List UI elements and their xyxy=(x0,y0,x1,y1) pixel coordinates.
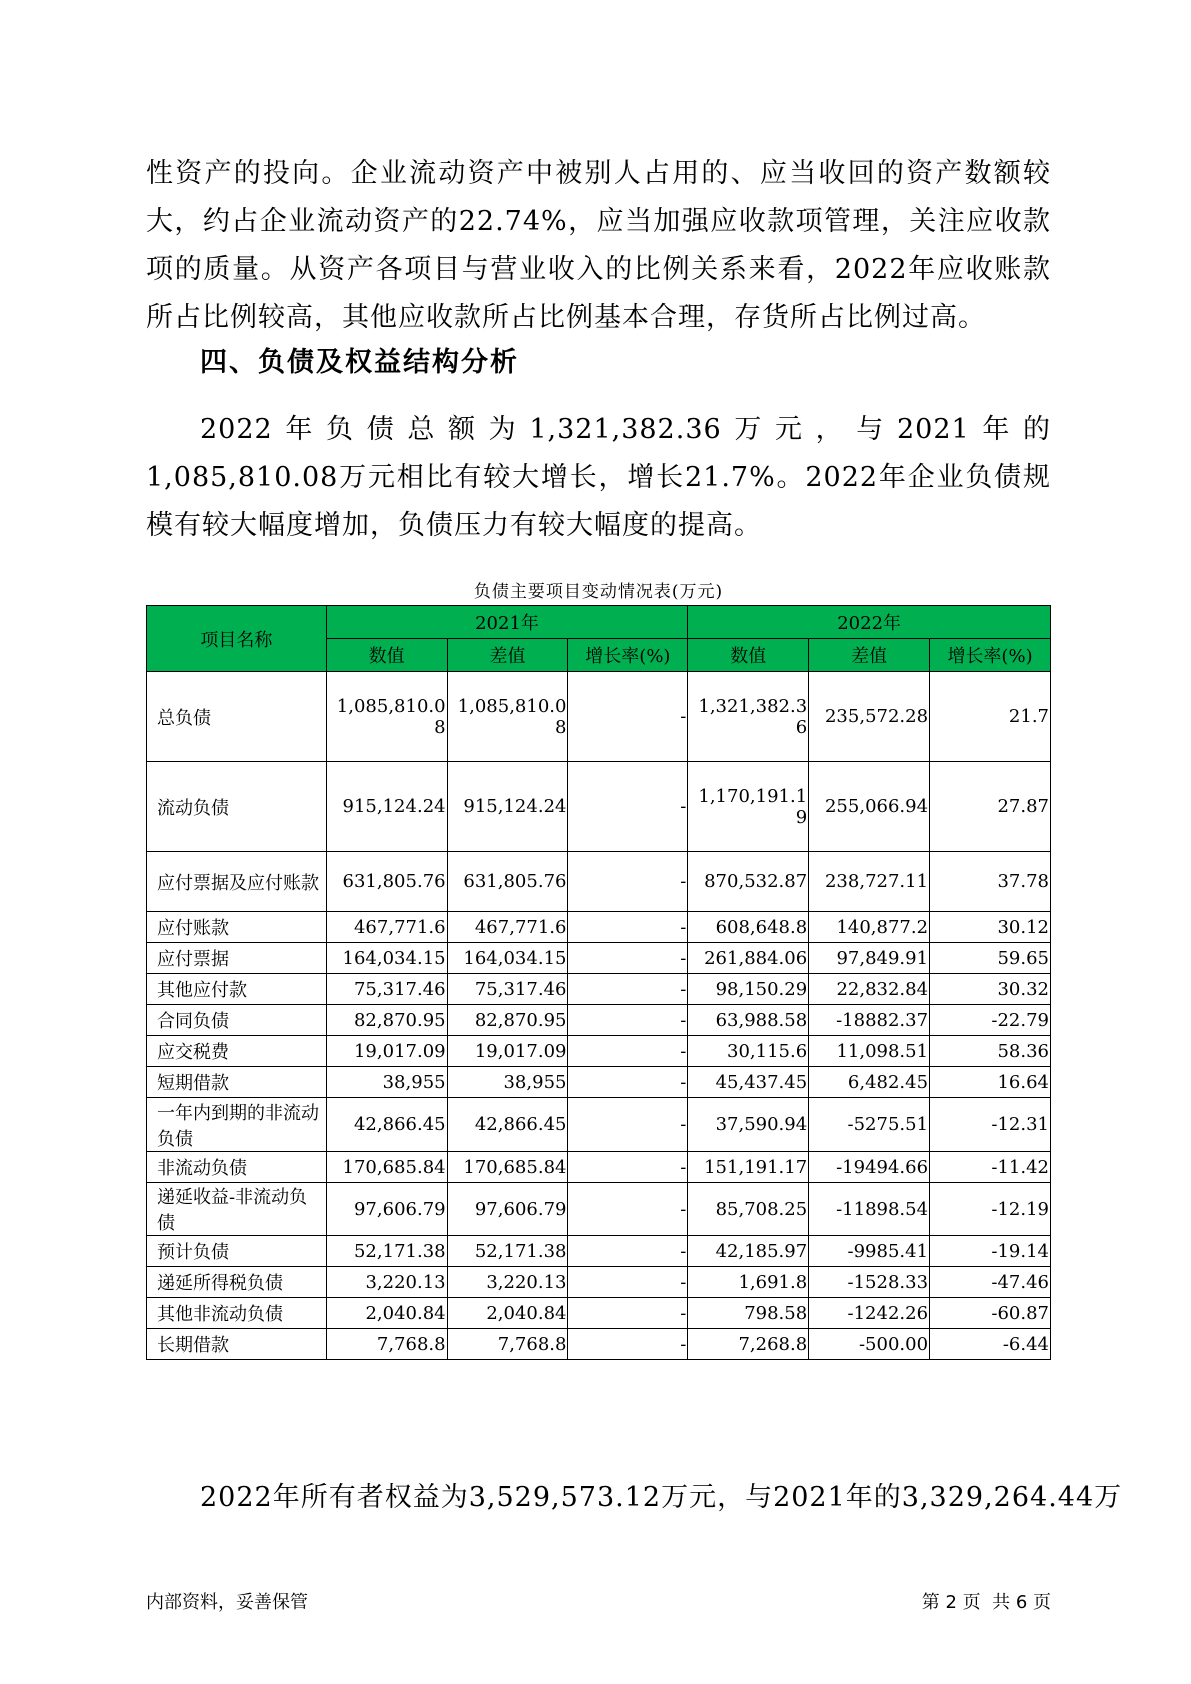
row-item-name: 预计负债 xyxy=(147,1236,327,1267)
row-cell-g2021: - xyxy=(568,1152,688,1183)
row-cell-v2021: 1,085,810.08 xyxy=(326,672,447,762)
row-cell-g2021: - xyxy=(568,762,688,852)
row-cell-v2022: 608,648.8 xyxy=(688,912,809,943)
header-growth-2021: 增长率(%) xyxy=(568,639,688,672)
table-row xyxy=(147,1267,1051,1298)
row-cell-d2022: -11898.54 xyxy=(809,1183,930,1236)
row-cell-g2021: - xyxy=(568,1329,688,1360)
row-cell-v2021: 52,171.38 xyxy=(326,1236,447,1267)
row-item-name: 短期借款 xyxy=(147,1067,327,1098)
row-cell-v2022: 37,590.94 xyxy=(688,1098,809,1152)
row-cell-g2021: - xyxy=(568,1098,688,1152)
row-cell-g2022: 27.87 xyxy=(930,762,1051,852)
row-cell-d2021: 3,220.13 xyxy=(447,1267,568,1298)
row-item-name: 长期借款 xyxy=(147,1329,327,1360)
row-cell-g2021: - xyxy=(568,1005,688,1036)
row-cell-d2021: 52,171.38 xyxy=(447,1236,568,1267)
table-row xyxy=(147,912,1051,943)
row-item-name: 总负债 xyxy=(147,672,327,762)
row-cell-g2022: -12.31 xyxy=(930,1098,1051,1152)
row-cell-g2021: - xyxy=(568,943,688,974)
row-cell-d2022: -1242.26 xyxy=(809,1298,930,1329)
liabilities-table xyxy=(146,605,1051,1360)
row-cell-d2021: 170,685.84 xyxy=(447,1152,568,1183)
header-diff-2022: 差值 xyxy=(809,639,930,672)
table-row xyxy=(147,1329,1051,1360)
row-cell-v2022: 30,115.6 xyxy=(688,1036,809,1067)
row-item-name: 递延收益-非流动负债 xyxy=(147,1183,327,1236)
row-cell-v2021: 97,606.79 xyxy=(326,1183,447,1236)
row-cell-g2022: 16.64 xyxy=(930,1067,1051,1098)
row-item-name: 应付票据及应付账款 xyxy=(147,852,327,912)
row-cell-g2022: 59.65 xyxy=(930,943,1051,974)
row-cell-v2022: 870,532.87 xyxy=(688,852,809,912)
row-cell-v2022: 85,708.25 xyxy=(688,1183,809,1236)
row-cell-d2022: 11,098.51 xyxy=(809,1036,930,1067)
row-item-name: 非流动负债 xyxy=(147,1152,327,1183)
row-cell-v2021: 19,017.09 xyxy=(326,1036,447,1067)
row-item-name: 应付账款 xyxy=(147,912,327,943)
table-row xyxy=(147,1183,1051,1236)
table-row xyxy=(147,852,1051,912)
row-cell-g2021: - xyxy=(568,974,688,1005)
row-cell-d2022: 97,849.91 xyxy=(809,943,930,974)
header-value-2021: 数值 xyxy=(326,639,447,672)
row-cell-g2022: -22.79 xyxy=(930,1005,1051,1036)
header-year-2022: 2022年 xyxy=(688,606,1051,639)
row-cell-g2021: - xyxy=(568,852,688,912)
table-row xyxy=(147,974,1051,1005)
table-body xyxy=(147,672,1051,1360)
row-cell-g2022: -6.44 xyxy=(930,1329,1051,1360)
header-item-name: 项目名称 xyxy=(147,606,327,672)
row-cell-v2022: 45,437.45 xyxy=(688,1067,809,1098)
table-row xyxy=(147,762,1051,852)
row-item-name: 应交税费 xyxy=(147,1036,327,1067)
row-cell-v2022: 1,691.8 xyxy=(688,1267,809,1298)
row-cell-d2022: 238,727.11 xyxy=(809,852,930,912)
row-cell-g2021: - xyxy=(568,1236,688,1267)
row-cell-v2021: 467,771.6 xyxy=(326,912,447,943)
row-cell-d2022: -5275.51 xyxy=(809,1098,930,1152)
header-year-2021: 2021年 xyxy=(326,606,688,639)
row-cell-g2021: - xyxy=(568,912,688,943)
row-cell-g2021: - xyxy=(568,1036,688,1067)
row-cell-v2021: 915,124.24 xyxy=(326,762,447,852)
row-cell-g2022: -60.87 xyxy=(930,1298,1051,1329)
row-cell-v2021: 2,040.84 xyxy=(326,1298,447,1329)
row-cell-d2022: -1528.33 xyxy=(809,1267,930,1298)
row-cell-d2022: 6,482.45 xyxy=(809,1067,930,1098)
row-cell-v2021: 38,955 xyxy=(326,1067,447,1098)
row-cell-v2021: 7,768.8 xyxy=(326,1329,447,1360)
row-cell-v2022: 63,988.58 xyxy=(688,1005,809,1036)
row-cell-v2022: 1,170,191.19 xyxy=(688,762,809,852)
table-row xyxy=(147,1152,1051,1183)
row-cell-v2022: 1,321,382.36 xyxy=(688,672,809,762)
table-caption: 负债主要项目变动情况表(万元) xyxy=(473,582,724,602)
row-cell-v2021: 631,805.76 xyxy=(326,852,447,912)
row-cell-v2022: 42,185.97 xyxy=(688,1236,809,1267)
row-cell-v2021: 42,866.45 xyxy=(326,1098,447,1152)
row-item-name: 递延所得税负债 xyxy=(147,1267,327,1298)
row-cell-d2021: 164,034.15 xyxy=(447,943,568,974)
row-cell-d2022: 140,877.2 xyxy=(809,912,930,943)
row-cell-v2022: 261,884.06 xyxy=(688,943,809,974)
row-cell-v2021: 3,220.13 xyxy=(326,1267,447,1298)
row-item-name: 应付票据 xyxy=(147,943,327,974)
table-row xyxy=(147,943,1051,974)
row-cell-g2022: -19.14 xyxy=(930,1236,1051,1267)
row-cell-d2022: -9985.41 xyxy=(809,1236,930,1267)
row-cell-d2022: 235,572.28 xyxy=(809,672,930,762)
row-cell-v2022: 7,268.8 xyxy=(688,1329,809,1360)
row-item-name: 其他应付款 xyxy=(147,974,327,1005)
row-cell-v2021: 82,870.95 xyxy=(326,1005,447,1036)
row-cell-d2022: 22,832.84 xyxy=(809,974,930,1005)
header-diff-2021: 差值 xyxy=(447,639,568,672)
row-cell-d2021: 75,317.46 xyxy=(447,974,568,1005)
row-cell-d2021: 82,870.95 xyxy=(447,1005,568,1036)
row-cell-g2022: 21.7 xyxy=(930,672,1051,762)
table-row xyxy=(147,1236,1051,1267)
header-growth-2022: 增长率(%) xyxy=(930,639,1051,672)
row-cell-g2022: 30.32 xyxy=(930,974,1051,1005)
row-cell-d2021: 631,805.76 xyxy=(447,852,568,912)
row-cell-d2022: 255,066.94 xyxy=(809,762,930,852)
intro-paragraph: 性资产的投向。企业流动资产中被别人占用的、应当收回的资产数额较大，约占企业流动资产的22.74%，应当加强应收款项管理，关注应收款项的质量。从资产各项目与营业收入的比例关系来看，2022年应收账款所占比例较高，其他应收款所占比例基本合理，存货所占比例过高。 xyxy=(146,158,1051,333)
row-cell-g2022: -12.19 xyxy=(930,1183,1051,1236)
table-row xyxy=(147,672,1051,762)
row-cell-d2021: 2,040.84 xyxy=(447,1298,568,1329)
row-item-name: 一年内到期的非流动负债 xyxy=(147,1098,327,1152)
row-cell-d2021: 7,768.8 xyxy=(447,1329,568,1360)
row-cell-d2021: 19,017.09 xyxy=(447,1036,568,1067)
row-cell-g2022: 30.12 xyxy=(930,912,1051,943)
row-cell-g2021: - xyxy=(568,1183,688,1236)
row-cell-g2021: - xyxy=(568,1267,688,1298)
equity-paragraph: 2022年所有者权益为3,529,573.12万元，与2021年的3,329,264.44万 xyxy=(200,1482,1123,1513)
table-row xyxy=(147,1036,1051,1067)
row-cell-g2022: 37.78 xyxy=(930,852,1051,912)
footer-page-number: 第 2 页 共 6 页 xyxy=(921,1592,1051,1613)
row-cell-g2021: - xyxy=(568,1067,688,1098)
row-item-name: 其他非流动负债 xyxy=(147,1298,327,1329)
row-cell-d2021: 38,955 xyxy=(447,1067,568,1098)
row-cell-d2021: 97,606.79 xyxy=(447,1183,568,1236)
row-item-name: 合同负债 xyxy=(147,1005,327,1036)
row-item-name: 流动负债 xyxy=(147,762,327,852)
footer-confidential-note: 内部资料，妥善保管 xyxy=(146,1592,308,1613)
row-cell-g2022: 58.36 xyxy=(930,1036,1051,1067)
row-cell-v2021: 164,034.15 xyxy=(326,943,447,974)
row-cell-v2022: 98,150.29 xyxy=(688,974,809,1005)
row-cell-v2021: 75,317.46 xyxy=(326,974,447,1005)
row-cell-d2021: 915,124.24 xyxy=(447,762,568,852)
table-row xyxy=(147,1067,1051,1098)
row-cell-d2021: 467,771.6 xyxy=(447,912,568,943)
row-cell-d2021: 42,866.45 xyxy=(447,1098,568,1152)
row-cell-g2022: -11.42 xyxy=(930,1152,1051,1183)
row-cell-d2022: -19494.66 xyxy=(809,1152,930,1183)
header-value-2022: 数值 xyxy=(688,639,809,672)
row-cell-g2021: - xyxy=(568,672,688,762)
section-heading: 四、负债及权益结构分析 xyxy=(200,347,519,378)
row-cell-d2022: -18882.37 xyxy=(809,1005,930,1036)
row-cell-d2021: 1,085,810.08 xyxy=(447,672,568,762)
liabilities-paragraph: 2022年负债总额为1,321,382.36万元，与2021年的1,085,810.08万元相比有较大增长，增长21.7%。2022年企业负债规模有较大幅度增加，负债压力有较大幅度的提高。 xyxy=(146,414,1051,541)
row-cell-d2022: -500.00 xyxy=(809,1329,930,1360)
table-row xyxy=(147,1005,1051,1036)
table-row xyxy=(147,1298,1051,1329)
row-cell-g2021: - xyxy=(568,1298,688,1329)
row-cell-v2022: 798.58 xyxy=(688,1298,809,1329)
row-cell-v2022: 151,191.17 xyxy=(688,1152,809,1183)
table-row xyxy=(147,1098,1051,1152)
row-cell-v2021: 170,685.84 xyxy=(326,1152,447,1183)
row-cell-g2022: -47.46 xyxy=(930,1267,1051,1298)
